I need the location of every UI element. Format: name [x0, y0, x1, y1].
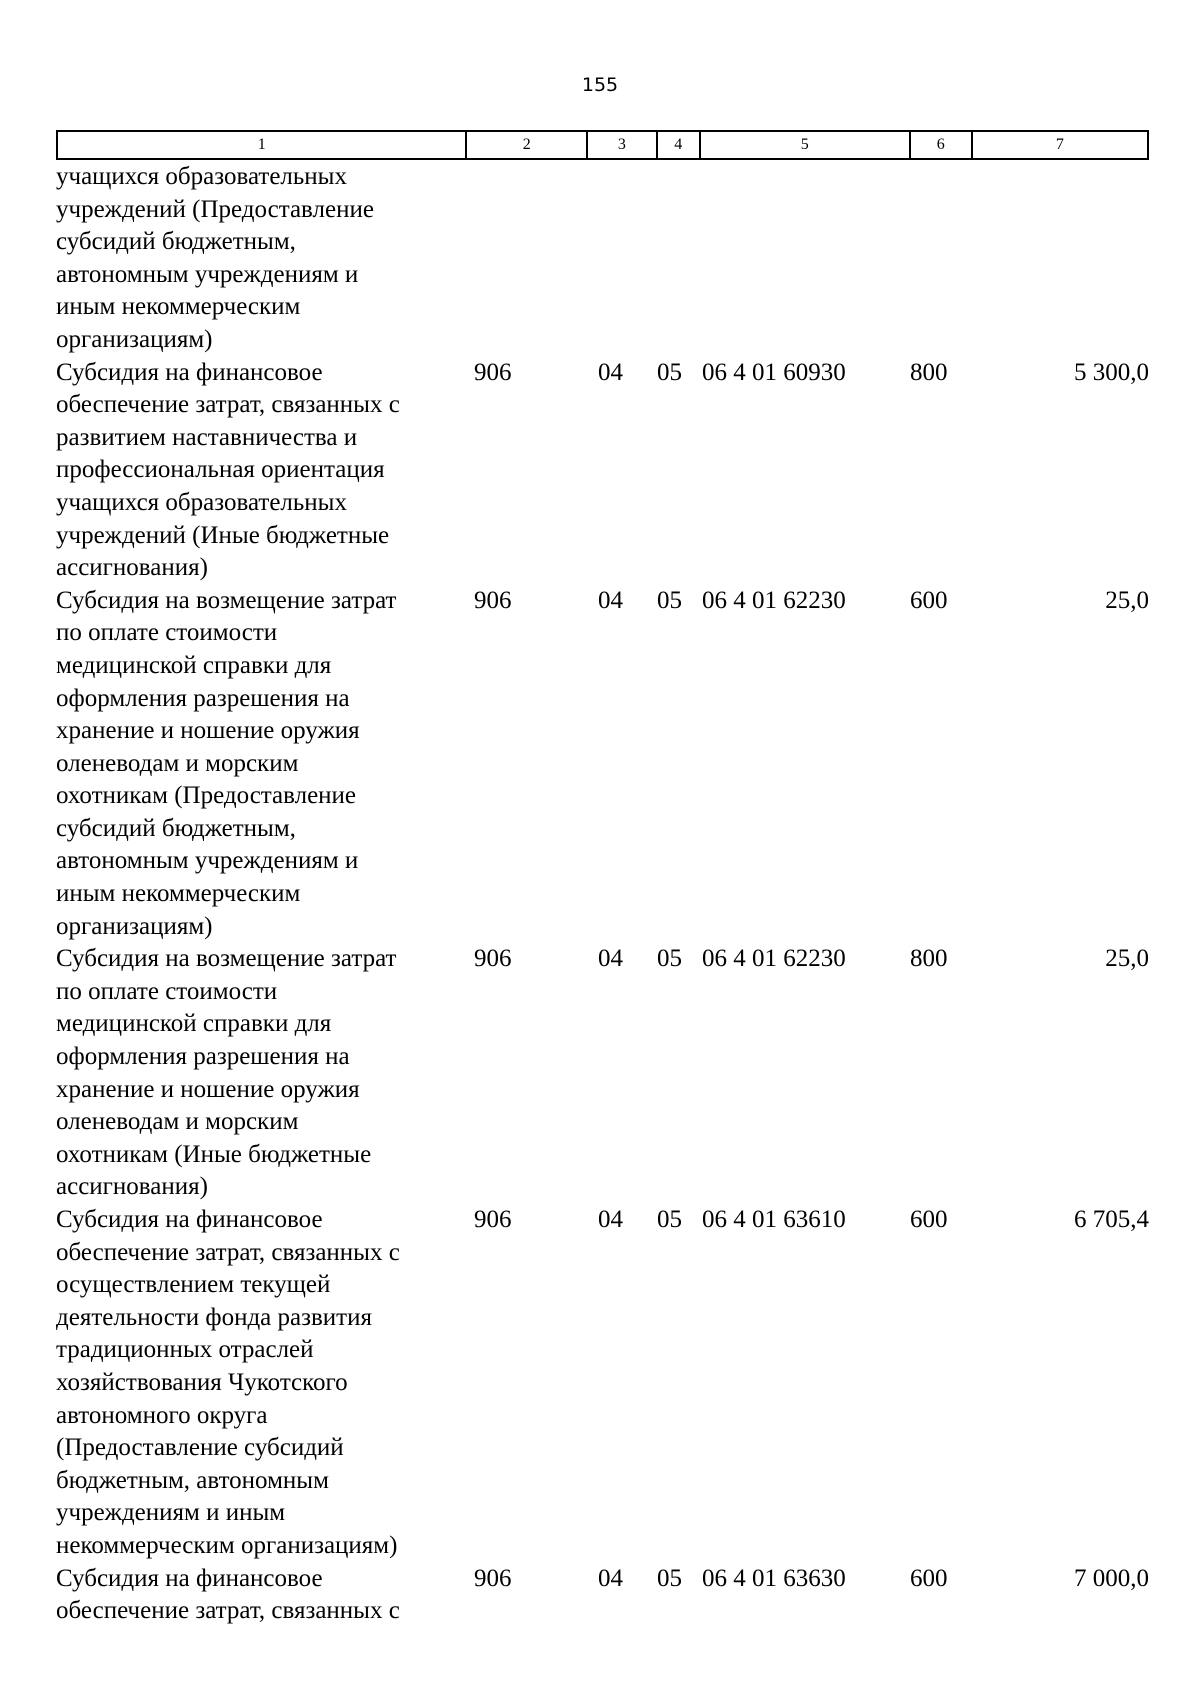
- description-line: развитием наставничества и: [56, 423, 358, 451]
- table-row: [56, 943, 1149, 1204]
- description-line: автономного округа: [56, 1401, 268, 1429]
- target-article-code: 06 4 01 63630: [702, 1564, 846, 1592]
- table-header: [56, 130, 1149, 160]
- subsection-code: 05: [657, 945, 682, 973]
- row-description: [56, 161, 466, 357]
- row-description: [56, 585, 466, 944]
- row-description: [56, 357, 466, 585]
- description-line: обеспечение затрат, связанных с: [56, 391, 400, 419]
- table-row: [56, 161, 1149, 357]
- description-line: хранение и ношение оружия: [56, 1075, 360, 1103]
- row-description: [56, 1563, 466, 1628]
- expense-type-code: 800: [910, 358, 948, 386]
- amount-value: 5 300,0: [1074, 358, 1149, 386]
- description-line: оленеводам и морским: [56, 749, 299, 777]
- section-code: 04: [598, 945, 623, 973]
- description-line: хранение и ношение оружия: [56, 717, 360, 745]
- header-col-3: 3: [586, 132, 656, 158]
- description-line: учреждений (Иные бюджетные: [56, 521, 390, 549]
- description-line: учреждениям и иным: [56, 1499, 286, 1527]
- description-line: автономным учреждениям и: [56, 260, 359, 288]
- description-line: некоммерческим организациям): [56, 1531, 398, 1559]
- table-row: [56, 1204, 1149, 1563]
- row-description: [56, 943, 466, 1204]
- target-article-code: 06 4 01 62230: [702, 586, 846, 614]
- description-line: учащихся образовательных: [56, 488, 347, 516]
- header-col-5: 5: [699, 132, 909, 158]
- row-description: [56, 1204, 466, 1563]
- expense-type-code: 600: [910, 1564, 948, 1592]
- description-line: медицинской справки для: [56, 1010, 332, 1038]
- description-line: профессиональная ориентация: [56, 456, 385, 484]
- description-line: Субсидия на финансовое: [56, 1564, 323, 1592]
- description-line: по оплате стоимости: [56, 977, 278, 1005]
- ministry-code: 906: [474, 1206, 512, 1233]
- description-line: охотникам (Предоставление: [56, 782, 357, 810]
- description-line: бюджетным, автономным: [56, 1466, 329, 1494]
- description-line: Субсидия на возмещение затрат: [56, 945, 397, 973]
- description-line: Субсидия на возмещение затрат: [56, 586, 397, 614]
- subsection-code: 05: [657, 586, 682, 614]
- description-line: по оплате стоимости: [56, 619, 278, 647]
- description-line: субсидий бюджетным,: [56, 814, 296, 842]
- expense-type-code: 800: [910, 945, 948, 973]
- expense-type-code: 600: [910, 1206, 948, 1233]
- description-line: (Предоставление субсидий: [56, 1434, 344, 1462]
- subsection-code: 05: [657, 1564, 682, 1592]
- description-line: медицинской справки для: [56, 651, 332, 679]
- expense-type-code: 600: [910, 586, 948, 614]
- description-line: охотникам (Иные бюджетные: [56, 1140, 372, 1168]
- description-line: традиционных отраслей: [56, 1336, 314, 1364]
- target-article-code: 06 4 01 62230: [702, 945, 846, 973]
- table-body: [56, 161, 1149, 1628]
- description-line: оформления разрешения на: [56, 684, 350, 712]
- description-line: ассигнования): [56, 554, 208, 582]
- description-line: субсидий бюджетным,: [56, 228, 296, 256]
- table-row: [56, 585, 1149, 944]
- section-code: 04: [598, 1564, 623, 1592]
- ministry-code: 906: [474, 358, 512, 386]
- section-code: 04: [598, 586, 623, 614]
- description-line: иным некоммерческим: [56, 880, 301, 908]
- target-article-code: 06 4 01 60930: [702, 358, 846, 386]
- section-code: 04: [598, 358, 623, 386]
- header-col-7: 7: [971, 132, 1147, 158]
- description-line: оформления разрешения на: [56, 1043, 350, 1071]
- description-line: осуществлением текущей: [56, 1271, 331, 1299]
- description-line: организациям): [56, 912, 213, 940]
- description-line: хозяйствования Чукотского: [56, 1368, 348, 1396]
- subsection-code: 05: [657, 358, 682, 386]
- ministry-code: 906: [474, 586, 512, 614]
- description-line: обеспечение затрат, связанных с: [56, 1238, 400, 1266]
- description-line: учащихся образовательных: [56, 163, 347, 190]
- description-line: автономным учреждениям и: [56, 847, 359, 875]
- description-line: Субсидия на финансовое: [56, 358, 323, 386]
- amount-value: 7 000,0: [1074, 1564, 1149, 1592]
- description-line: организациям): [56, 325, 213, 353]
- amount-value: 25,0: [1105, 945, 1149, 973]
- amount-value: 25,0: [1105, 586, 1149, 614]
- page-number: 155: [581, 74, 619, 96]
- description-line: деятельности фонда развития: [56, 1303, 372, 1331]
- target-article-code: 06 4 01 63610: [702, 1206, 846, 1233]
- ministry-code: 906: [474, 945, 512, 973]
- table-row: [56, 1563, 1149, 1628]
- subsection-code: 05: [657, 1206, 682, 1233]
- section-code: 04: [598, 1206, 623, 1233]
- header-col-6: 6: [909, 132, 971, 158]
- description-line: оленеводам и морским: [56, 1108, 299, 1136]
- amount-value: 6 705,4: [1074, 1206, 1149, 1233]
- ministry-code: 906: [474, 1564, 512, 1592]
- header-col-4: 4: [656, 132, 699, 158]
- description-line: иным некоммерческим: [56, 293, 301, 321]
- description-line: обеспечение затрат, связанных с: [56, 1597, 400, 1625]
- header-col-2: 2: [465, 132, 586, 158]
- description-line: ассигнования): [56, 1173, 208, 1201]
- description-line: Субсидия на финансовое: [56, 1206, 323, 1233]
- description-line: учреждений (Предоставление: [56, 195, 374, 223]
- header-col-1: 1: [257, 136, 266, 153]
- table-row: [56, 357, 1149, 585]
